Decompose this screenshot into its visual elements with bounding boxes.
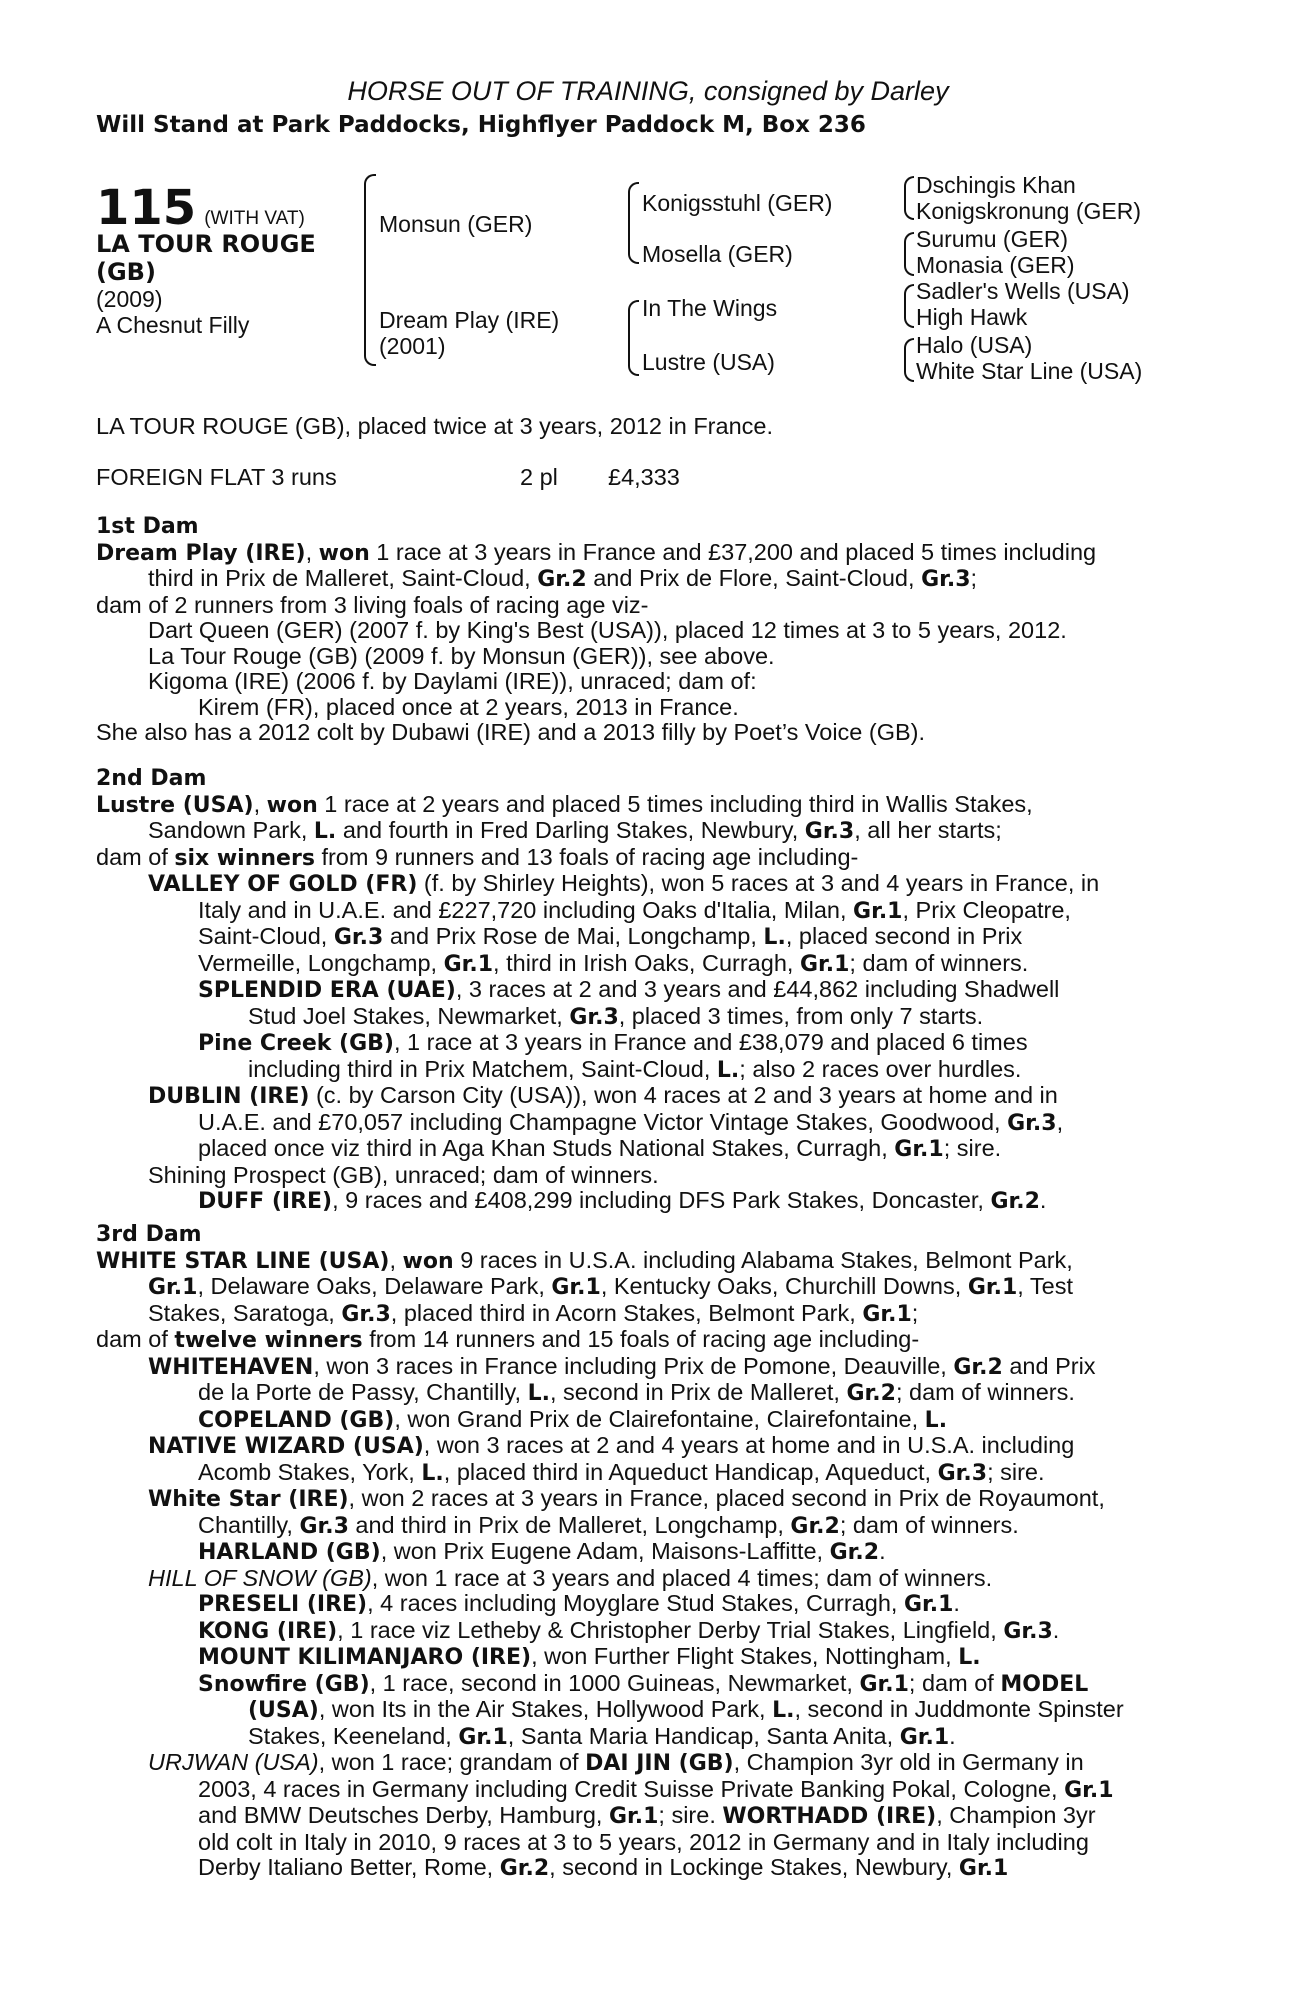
text-line [96, 818, 1200, 845]
text: , 1 race viz Letheby & Christopher Derby Trial Stakes, Lingfield, [337, 1616, 997, 1643]
horse-name: (USA) [248, 1698, 319, 1723]
text: , Champion 3yr old in Germany in [733, 1749, 1084, 1775]
grade: L. [763, 925, 786, 950]
grade: L. [527, 1381, 550, 1406]
text-line [96, 1486, 1200, 1513]
horse-description: A Chesnut Filly [96, 312, 250, 338]
horse-name: WHITEHAVEN [148, 1354, 314, 1380]
grade: Gr.1 [458, 1724, 508, 1750]
grade: Gr.1 [443, 951, 494, 977]
won-label: won [318, 540, 370, 566]
text-line [96, 1188, 1200, 1215]
text: and fourth in Fred Darling Stakes, Newbury, [342, 817, 799, 843]
text-line: Dream Play (IRE), won 1 race at 3 years in France and £37,200 and placed 5 times including [96, 538, 1097, 566]
text: ; sire. [943, 1135, 1002, 1161]
pedigree-dam: Dream Play (IRE) [379, 307, 560, 333]
text-line [96, 924, 1200, 951]
text: and Prix [1009, 1352, 1096, 1379]
lot-number: 115 [96, 180, 197, 236]
grade: Gr.2 [990, 1189, 1040, 1214]
text-line [96, 1539, 1200, 1566]
vat-note: (WITH VAT) [204, 208, 305, 229]
horse-name: WORTHADD (IRE) [722, 1804, 937, 1829]
grade: Gr.1 [862, 1301, 912, 1327]
text: , won 1 race; grandam of [318, 1749, 579, 1775]
text: Sandown Park, [148, 817, 308, 843]
text-line [96, 1460, 1200, 1487]
text-line [96, 1697, 1200, 1724]
text-line: Dart Queen (GER) (2007 f. by King's Best (USA)), placed 12 times at 3 to 5 years, 2012. [148, 617, 1067, 643]
text: Saint-Cloud, [198, 923, 328, 949]
text-line [96, 566, 1200, 593]
horse-name: DAI JIN (GB) [585, 1751, 734, 1776]
text-line [96, 1004, 1200, 1031]
pedigree-dam-dam: Lustre (USA) [642, 349, 775, 375]
pedigree-g4: Monasia (GER) [916, 252, 1075, 278]
horse-name: HARLAND (GB) [198, 1540, 381, 1565]
text-line [96, 1136, 1200, 1163]
section-heading: 1st Dam [96, 514, 199, 539]
text: 1 race at 3 years in France and £37,200 and placed 5 times including [376, 538, 1097, 565]
pedigree-g3: Surumu (GER) [916, 226, 1069, 252]
record-label: FOREIGN FLAT 3 runs [96, 464, 337, 490]
text-line: Shining Prospect (GB), unraced; dam of winners. [148, 1161, 659, 1188]
grade: Gr.2 [953, 1354, 1003, 1380]
text: 1 race at 2 years and placed 5 times including third in Wallis Stakes, [324, 790, 1033, 817]
grade: Gr.1 [608, 1804, 659, 1829]
text: from 14 runners and 15 foals of racing age including- [369, 1326, 920, 1352]
text-line [96, 1354, 1200, 1381]
won-label: won [266, 792, 318, 818]
text: , second in Juddmonte Spinster [794, 1696, 1124, 1722]
text: including third in Prix Matchem, Saint-Cloud, [248, 1055, 711, 1082]
text-line [96, 1777, 1200, 1804]
text-line [96, 1301, 1200, 1328]
grade: Gr.1 [1064, 1777, 1114, 1803]
pedigree-bracket-dam [628, 300, 639, 376]
text: dam of [96, 1326, 168, 1352]
text-line: old colt in Italy in 2010, 9 races at 3 to 5 years, 2012 in Germany and in Italy including [198, 1828, 1089, 1855]
grade: Gr.1 [967, 1275, 1018, 1300]
text-line [96, 1407, 1200, 1434]
text: Derby Italiano Better, Rome, [198, 1854, 494, 1880]
text: , Delaware Oaks, Delaware Park, [197, 1273, 545, 1299]
grade: L. [924, 1407, 948, 1433]
text-line: dam of 2 runners from 3 living foals of racing age viz- [96, 591, 649, 618]
horse-name: DUBLIN (IRE) [148, 1084, 310, 1109]
grade: Gr.3 [1007, 1110, 1057, 1136]
text-line [96, 1855, 1200, 1882]
horse-name: WHITE STAR LINE (USA) [96, 1248, 390, 1274]
text: from 9 runners and 13 foals of racing age including- [321, 843, 859, 870]
text-line [96, 1030, 1200, 1057]
pedigree-dam-sire: In The Wings [642, 295, 778, 321]
horse-name: Snowfire (GB) [198, 1671, 370, 1697]
text: . [1039, 1187, 1047, 1213]
text: (c. by Carson City (USA)), won 4 races at 2 and 3 years at home and in [315, 1082, 1058, 1108]
horse-name: COPELAND (GB) [198, 1407, 395, 1433]
text: , second in Prix de Malleret, [550, 1379, 840, 1405]
third-dam-section [96, 1222, 1200, 1882]
pedigree-bracket-g3 [904, 284, 914, 328]
record-earnings: £4,333 [608, 464, 680, 490]
text-line: Kigoma (IRE) (2006 f. by Daylami (IRE)), unraced; dam of: [148, 668, 757, 694]
text: ; also 2 races over hurdles. [739, 1055, 1022, 1082]
grade: Gr.1 [859, 1671, 909, 1697]
text-line [96, 898, 1200, 925]
text-line: Lustre (USA), won 1 race at 2 years and placed 5 times including third in Wallis Stakes, [96, 790, 1033, 818]
text: 9 races in U.S.A. including Alabama Stakes, Belmont Park, [460, 1246, 1073, 1273]
text: , 9 races and £408,299 including DFS Park Stakes, Doncaster, [332, 1187, 984, 1213]
grade: Gr.1 [799, 951, 850, 977]
grade: L. [421, 1460, 444, 1486]
text-line [96, 1644, 1200, 1671]
pedigree-bracket-g1 [904, 176, 914, 220]
text: placed once viz third in Aga Khan Studs National Stakes, Curragh, [198, 1135, 888, 1161]
text: Italy and in U.A.E. and £227,720 including Oaks d'Italia, Milan, [198, 896, 847, 923]
text: , 1 race, second in 1000 Guineas, Newmarket, [369, 1669, 853, 1696]
text: ; [911, 1299, 919, 1326]
text: twelve winners [174, 1328, 363, 1353]
grade: Gr.3 [937, 1460, 988, 1486]
grade: Gr.3 [299, 1513, 349, 1539]
text: , placed third in Acorn Stakes, Belmont Park, [390, 1299, 856, 1326]
text-line: Kirem (FR), placed once at 2 years, 2013 in France. [198, 693, 739, 720]
text-line [96, 1327, 1200, 1354]
text: , all her starts; [854, 817, 1002, 843]
text: , placed second in Prix [785, 923, 1023, 949]
text-line [96, 1274, 1200, 1301]
grade: Gr.3 [804, 819, 855, 844]
text: six winners [174, 845, 315, 871]
text-line [96, 1110, 1200, 1137]
text: U.A.E. and £70,057 including Champagne Victor Vintage Stakes, Goodwood, [198, 1108, 1001, 1135]
text-line [96, 1803, 1200, 1830]
text: , won Grand Prix de Clairefontaine, Clairefontaine, [394, 1405, 919, 1432]
horse-name: HILL OF SNOW (GB) [148, 1564, 372, 1591]
text: . [879, 1538, 886, 1564]
horse-name-line1: LA TOUR ROUGE [96, 230, 316, 258]
horse-name: MOUNT KILIMANJARO (IRE) [198, 1645, 532, 1670]
pedigree-dam-year: (2001) [379, 333, 446, 359]
horse-name: SPLENDID ERA (UAE) [198, 978, 456, 1003]
pedigree-g5: Sadler's Wells (USA) [916, 278, 1130, 304]
grade: Gr.3 [1003, 1618, 1053, 1644]
text: ; dam of winners. [849, 949, 1029, 976]
pedigree-bracket-g2 [904, 232, 914, 276]
record-places: 2 pl [520, 464, 558, 490]
grade: Gr.3 [341, 1301, 391, 1327]
text-line [96, 1724, 1200, 1751]
text: , won 3 races at 2 and 4 years at home and in U.S.A. including [423, 1432, 1075, 1458]
text: . [953, 1590, 960, 1616]
text: ; sire. [658, 1802, 716, 1828]
text-line: She also has a 2012 colt by Dubawi (IRE) and a 2013 filly by Poet’s Voice (GB). [96, 719, 926, 745]
horse-name: VALLEY OF GOLD (FR) [148, 872, 418, 897]
grade: L. [958, 1645, 981, 1670]
grade: Gr.1 [903, 1592, 954, 1617]
text: Vermeille, Longchamp, [198, 949, 438, 976]
text: , won 1 race at 3 years and placed 4 times; dam of winners. [371, 1564, 993, 1591]
text: , Kentucky Oaks, Churchill Downs, [600, 1273, 962, 1299]
text: and Prix Rose de Mai, Longchamp, [389, 923, 757, 949]
first-dam-section [96, 514, 1200, 746]
pedigree-bracket-sire [628, 182, 639, 264]
text-line [96, 1380, 1200, 1407]
race-summary: LA TOUR ROUGE (GB), placed twice at 3 years, 2012 in France. [96, 413, 773, 439]
grade: Gr.1 [899, 1724, 950, 1750]
pedigree-g6: High Hawk [916, 304, 1028, 330]
text: de la Porte de Passy, Chantilly, [198, 1379, 522, 1405]
grade: L. [772, 1698, 795, 1723]
text-line [96, 1057, 1200, 1084]
text: , 4 races including Moyglare Stud Stakes, Curragh, [367, 1590, 898, 1616]
text: , Champion 3yr [936, 1802, 1096, 1828]
text-line [96, 1750, 1200, 1777]
grade: Gr.2 [829, 1540, 880, 1565]
text-line [96, 977, 1200, 1004]
grade: L. [313, 819, 337, 844]
grade: L. [716, 1057, 740, 1083]
grade: Gr.1 [551, 1275, 601, 1300]
text: and BMW Deutsches Derby, Hamburg, [198, 1802, 603, 1828]
pedigree-sire-dam: Mosella (GER) [642, 241, 793, 267]
text: , Test [1017, 1273, 1073, 1299]
page-title: HORSE OUT OF TRAINING, consigned by Darley [347, 76, 949, 106]
text: and third in Prix de Malleret, Longchamp, [355, 1511, 784, 1538]
text: . [949, 1722, 956, 1749]
horse-name: White Star (IRE) [148, 1487, 349, 1512]
text: ; [970, 565, 978, 591]
text: Chantilly, [198, 1511, 293, 1538]
text-line [96, 951, 1200, 978]
pedigree-sire-sire: Konigsstuhl (GER) [642, 190, 833, 216]
text: , Prix Cleopatre, [902, 896, 1071, 923]
text: Stakes, Saratoga, [148, 1299, 335, 1326]
horse-name: Dream Play (IRE) [96, 540, 306, 566]
text: , won 3 races in France including Prix de Pomone, Deauville, [313, 1352, 947, 1379]
text: ; dam of [908, 1669, 994, 1696]
text-line [96, 1433, 1200, 1460]
pedigree-bracket-g4 [904, 338, 914, 382]
grade: Gr.1 [958, 1856, 1009, 1881]
grade: Gr.1 [853, 898, 903, 924]
pedigree-sire: Monsun (GER) [379, 211, 533, 237]
pedigree-g7: Halo (USA) [916, 332, 1033, 358]
text: , 1 race at 3 years in France and £38,079 and placed 6 times [393, 1029, 1028, 1055]
text: . [1052, 1616, 1060, 1643]
grade: Gr.2 [846, 1381, 896, 1406]
text: (f. by Shirley Heights), won 5 races at 3 and 4 years in France, in [423, 870, 1100, 896]
horse-name: URJWAN (USA) [148, 1749, 319, 1775]
horse-name-line2: (GB) [96, 258, 156, 286]
stand-location: Will Stand at Park Paddocks, Highflyer Paddock M, Box 236 [96, 112, 866, 138]
grade: Gr.1 [894, 1137, 944, 1162]
text: ; dam of winners. [895, 1379, 1075, 1405]
horse-name: Pine Creek (GB) [198, 1031, 394, 1056]
pedigree-g8: White Star Line (USA) [916, 358, 1143, 384]
text: ; sire. [987, 1458, 1045, 1485]
text: Stud Joel Stakes, Newmarket, [248, 1002, 563, 1029]
text: third in Prix de Malleret, Saint-Cloud, [148, 565, 531, 591]
horse-info [96, 286, 249, 338]
text-line [96, 1083, 1200, 1110]
text-line [96, 1513, 1200, 1540]
text: and Prix de Flore, Saint-Cloud, [593, 565, 915, 591]
text: Acomb Stakes, York, [198, 1458, 415, 1485]
text: dam of [96, 843, 168, 870]
pedigree-bracket-parents [364, 174, 376, 366]
text-line [96, 1591, 1200, 1618]
text: Stakes, Keeneland, [248, 1722, 452, 1749]
grade: Gr.3 [333, 925, 384, 950]
horse-name: MODEL [1000, 1671, 1089, 1697]
horse-name [96, 230, 316, 286]
text: ; dam of winners. [839, 1511, 1019, 1538]
foaling-year: (2009) [96, 286, 163, 312]
text: , [1056, 1108, 1064, 1135]
horse-name: DUFF (IRE) [198, 1189, 333, 1214]
won-label: won [402, 1248, 454, 1274]
grade: Gr.1 [148, 1275, 198, 1300]
text-line [96, 1671, 1200, 1698]
text: , Santa Maria Handicap, Santa Anita, [507, 1722, 894, 1749]
text-line [96, 845, 1200, 872]
text: 2003, 4 races in Germany including Credit Suisse Private Banking Pokal, Cologne, [198, 1775, 1058, 1802]
text: , won Prix Eugene Adam, Maisons-Laffitte, [380, 1538, 824, 1564]
horse-name: Lustre (USA) [96, 792, 254, 818]
text-line [96, 871, 1200, 898]
grade: Gr.3 [921, 567, 971, 592]
grade: Gr.2 [790, 1513, 840, 1539]
horse-name: NATIVE WIZARD (USA) [148, 1434, 424, 1459]
section-heading: 3rd Dam [96, 1222, 202, 1247]
section-heading: 2nd Dam [96, 766, 207, 791]
grade: Gr.3 [569, 1004, 619, 1030]
grade: Gr.2 [499, 1856, 550, 1881]
text: , won Its in the Air Stakes, Hollywood Park, [318, 1696, 766, 1722]
text-line: La Tour Rouge (GB) (2009 f. by Monsun (GER)), see above. [148, 642, 775, 669]
pedigree-g2: Konigskronung (GER) [916, 198, 1141, 224]
lot-heading [96, 180, 305, 236]
text-line [96, 1566, 1200, 1592]
text: , placed third in Aqueduct Handicap, Aqueduct, [443, 1458, 932, 1485]
text: , second in Lockinge Stakes, Newbury, [549, 1854, 953, 1880]
text: , won Further Flight Stakes, Nottingham, [531, 1643, 952, 1669]
pedigree-g1: Dschingis Khan [916, 172, 1076, 198]
second-dam-section [96, 766, 1200, 1215]
grade: Gr.2 [537, 567, 587, 592]
horse-name: PRESELI (IRE) [198, 1592, 368, 1617]
text-line: WHITE STAR LINE (USA), won 9 races in U.S.A. including Alabama Stakes, Belmont Park, [96, 1246, 1073, 1274]
horse-name: KONG (IRE) [198, 1618, 338, 1644]
text: , won 2 races at 3 years in France, placed second in Prix de Royaumont, [348, 1485, 1105, 1511]
text: , placed 3 times, from only 7 starts. [618, 1002, 984, 1029]
text: , third in Irish Oaks, Curragh, [493, 949, 794, 976]
text-line [96, 1618, 1200, 1645]
text: , 3 races at 2 and 3 years and £44,862 including Shadwell [455, 976, 1060, 1002]
